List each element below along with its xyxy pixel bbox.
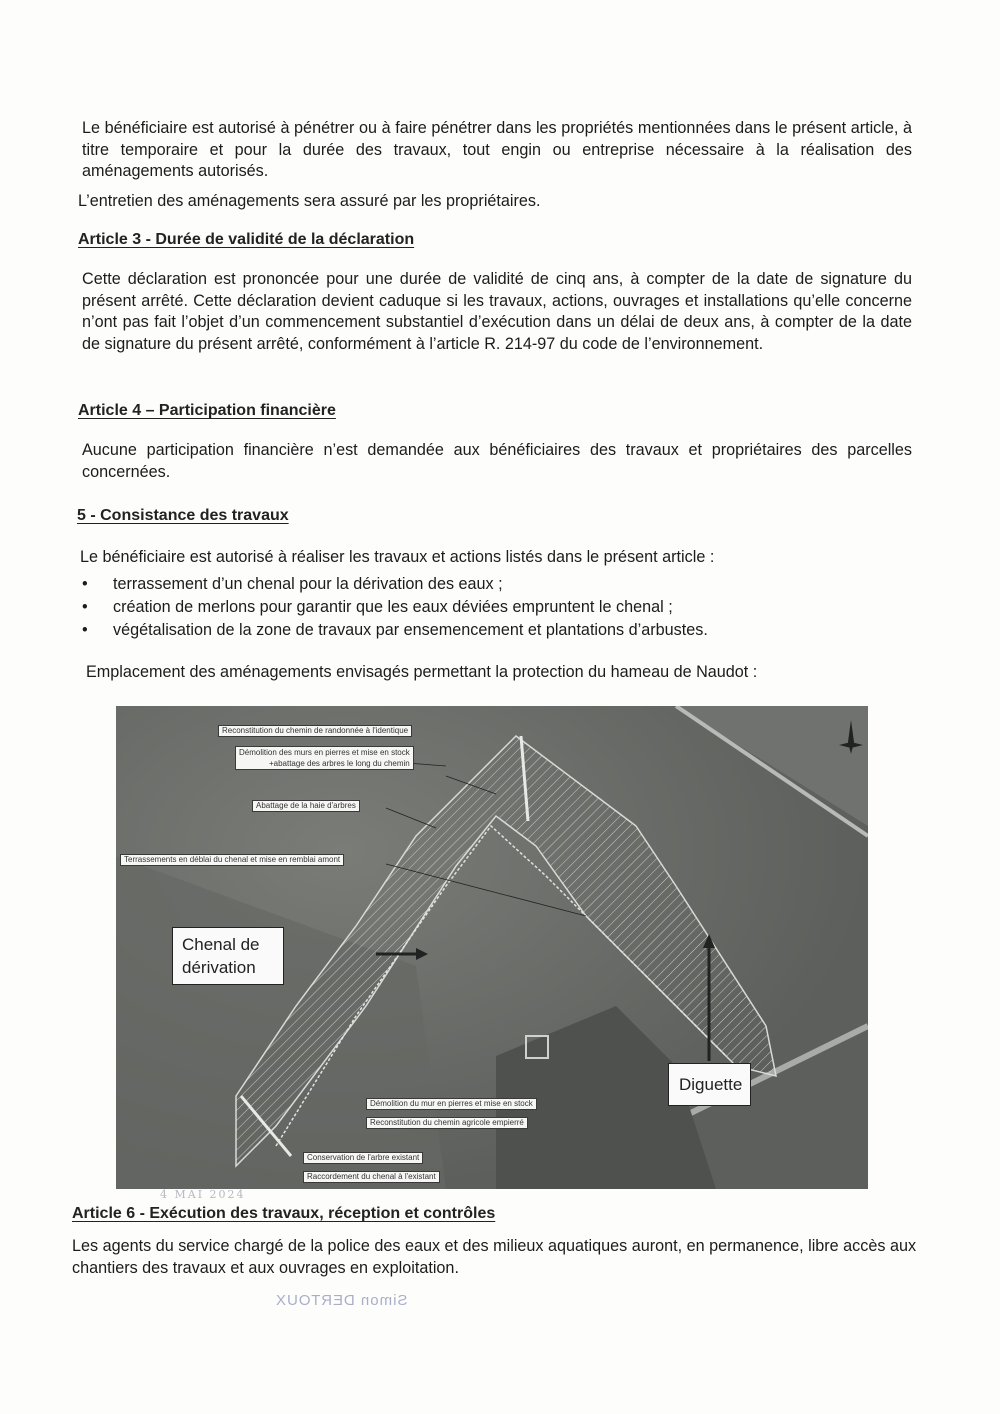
intro-paragraph-1: Le bénéficiaire est autorisé à pénétrer ou à faire pénétrer dans les propriétés mentionnées dans le présent article, à titre temporaire et pour la durée des travaux, tout engin ou entreprise nécessaire à la réalisation des aménagements autorisés. xyxy=(82,119,912,180)
map-label: Conservation de l'arbre existant xyxy=(303,1152,423,1164)
map-label: Reconstitution du chemin agricole empierré xyxy=(366,1117,528,1129)
map-label: Abattage de la haie d'arbres xyxy=(252,800,360,812)
works-list-item: • végétalisation de la zone de travaux par ensemencement et plantations d’arbustes. xyxy=(82,619,708,642)
chenal-label-box: Chenal de dérivation xyxy=(172,927,284,985)
map-label: Reconstitution du chemin de randonnée à l'identique xyxy=(218,725,412,737)
works-list xyxy=(82,573,708,642)
intro-paragraph-2: L’entretien des aménagements sera assuré par les propriétaires. xyxy=(78,192,541,210)
works-list-item: • terrassement d’un chenal pour la dérivation des eaux ; xyxy=(82,573,708,596)
map-label-line: +abattage des arbres le long du chemin xyxy=(268,759,410,768)
map-label: Démolition du mur en pierres et mise en stock xyxy=(366,1098,537,1110)
diguette-label-box: Diguette xyxy=(668,1063,751,1106)
article-4-body: Aucune participation financière n’est demandée aux bénéficiaires des travaux et propriétaires des parcelles concernées. xyxy=(82,441,912,481)
date-stamp-bleed: 4 MAI 2024 xyxy=(160,1188,246,1201)
map-caption: Emplacement des aménagements envisagés permettant la protection du hameau de Naudot : xyxy=(86,663,758,681)
article-3-heading: Article 3 - Durée de validité de la déclaration xyxy=(78,231,415,248)
article-6-heading: Article 6 - Exécution des travaux, réception et contrôles xyxy=(72,1205,496,1222)
article-5-intro: Le bénéficiaire est autorisé à réaliser les travaux et actions listés dans le présent article : xyxy=(80,548,715,566)
signature-stamp-bleed: Simon DERTOUX xyxy=(275,1292,408,1309)
aerial-map xyxy=(116,706,868,1189)
map-label-line: Démolition des murs en pierres et mise en stock xyxy=(239,748,410,757)
works-list-item: • création de merlons pour garantir que les eaux déviées empruntent le chenal ; xyxy=(82,596,708,619)
article-3-body: Cette déclaration est prononcée pour une durée de validité de cinq ans, à compter de la date de signature du présent arrêté. Cette déclaration devient caduque si les travaux, actions, ouvrages et installations qu’elle concerne n’ont pas fait l’objet d’un commencement substantiel d’exécution dans un délai de deux ans, à compter de la date de signature du présent arrêté, conformément à l’article R. 214-97 du code de l’environnement. xyxy=(82,270,912,353)
article-5-heading: 5 - Consistance des travaux xyxy=(77,507,289,524)
article-6-body: Les agents du service chargé de la police des eaux et des milieux aquatiques auront, en permanence, libre accès aux chantiers des travaux et aux ouvrages en exploitation. xyxy=(72,1237,917,1277)
article-4-heading: Article 4 – Participation financière xyxy=(78,402,336,419)
map-label xyxy=(235,746,414,770)
map-label: Terrassements en déblai du chenal et mise en remblai amont xyxy=(120,854,344,866)
map-label: Raccordement du chenal à l'existant xyxy=(303,1171,440,1183)
